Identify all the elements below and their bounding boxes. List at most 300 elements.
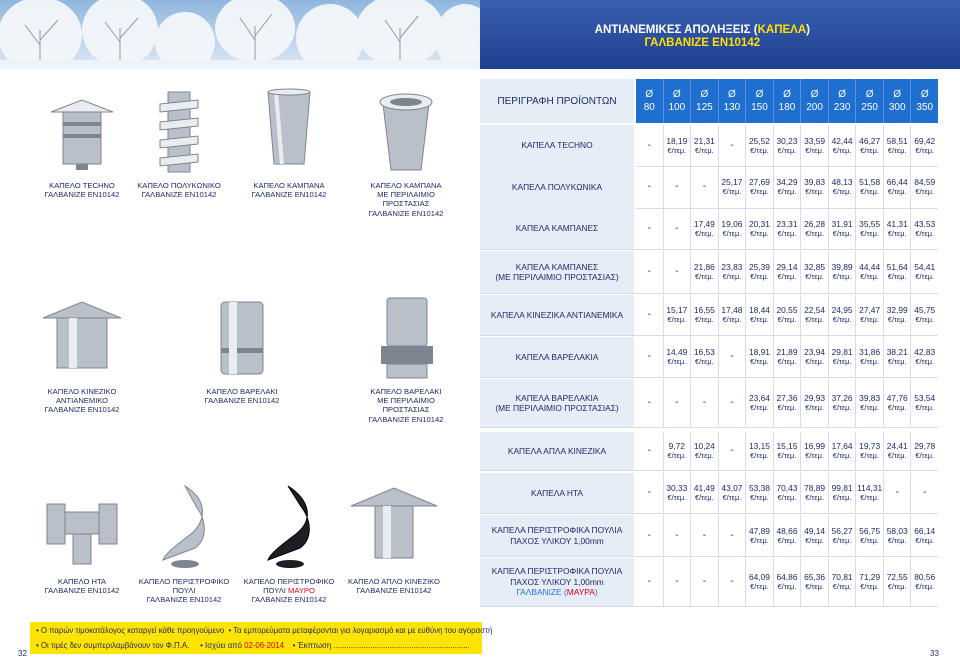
- price-cell: [746, 379, 774, 427]
- price-cell: [691, 208, 719, 249]
- product-standard: ΓΑΛΒΑΝΙΖΕ EN10142: [368, 414, 444, 424]
- product-name-cell: [480, 558, 636, 606]
- price-cell: [829, 558, 857, 606]
- price-unit: €/τεμ.: [805, 582, 824, 591]
- price-cell: [636, 379, 664, 427]
- price-value: 58,51: [886, 135, 908, 146]
- price-cell: [691, 251, 719, 293]
- product-name-cell: [480, 379, 636, 427]
- price-cell: [801, 208, 829, 249]
- price-unit: €/τεμ.: [777, 535, 797, 545]
- price-cell: [801, 166, 829, 208]
- price-cell: [829, 432, 857, 470]
- price-unit: €/τεμ.: [832, 535, 852, 545]
- price-cell: [719, 295, 747, 335]
- price-value: -: [895, 487, 899, 498]
- product-standard: ΓΑΛΒΑΝΙΖΕ EN10142: [146, 595, 222, 605]
- table-row: [480, 251, 938, 293]
- price-cell: [664, 125, 692, 166]
- price-cell: [884, 379, 912, 427]
- price-unit: €/τεμ.: [915, 315, 935, 324]
- price-cell: [884, 432, 912, 470]
- description-header: ΠΕΡΙΓΡΑΦΗ ΠΡΟΪΟΝΤΩΝ: [480, 79, 636, 123]
- price-unit: €/τεμ.: [667, 145, 687, 155]
- price-value: 49,14: [804, 525, 826, 536]
- price-cell: [911, 432, 938, 470]
- price-value: 58,03: [886, 525, 908, 536]
- price-unit: €/τεμ.: [860, 493, 879, 502]
- price-unit: €/τεμ.: [887, 187, 907, 196]
- table-row: [480, 166, 938, 208]
- price-cell: [801, 432, 829, 470]
- price-cell: [636, 166, 664, 208]
- product-name: ΚΑΠΕΛΑ ΚΑΜΠΑΝΕΣ: [515, 261, 599, 272]
- price-cell: [746, 208, 774, 249]
- price-value: 31,91: [831, 218, 853, 229]
- price-value: 35,55: [859, 218, 881, 229]
- price-cell: [746, 337, 774, 377]
- diameter-value: 80: [643, 102, 655, 113]
- price-cell: [856, 558, 884, 606]
- price-cell: [801, 125, 829, 166]
- price-value: 15,15: [776, 441, 798, 451]
- price-unit: €/τεμ.: [805, 315, 824, 324]
- product-name: ΚΑΠΕΛΑ ΚΙΝΕΖΙΚΑ ΑΝΤΙΑΝΕΜΙΚΑ: [490, 309, 624, 320]
- footer-line-1: • Ο παρών τιμοκατάλογος καταργεί κάθε προηγούμενο • Τα εμπορεύματα μεταφέρονται για λογαριασμό και με ευθύνη του αγοραστή: [36, 626, 493, 635]
- price-unit: €/τεμ.: [777, 493, 797, 502]
- price-cell: [664, 379, 692, 427]
- product-card: [357, 288, 455, 424]
- price-value: -: [647, 397, 651, 408]
- price-unit: €/τεμ.: [915, 145, 935, 155]
- price-value: 70,43: [776, 483, 798, 493]
- row-divider: [480, 293, 938, 294]
- price-cell: [829, 251, 857, 293]
- price-cell: [801, 515, 829, 556]
- price-unit: €/τεμ.: [832, 451, 852, 460]
- price-value: -: [702, 576, 707, 587]
- price-cell: [636, 295, 664, 335]
- price-value: 45,75: [914, 305, 936, 315]
- price-cell: [664, 295, 692, 335]
- price-unit: €/τεμ.: [695, 145, 714, 155]
- price-value: -: [647, 222, 651, 234]
- diameter-value: 200: [806, 102, 823, 113]
- price-cell: [911, 558, 938, 606]
- price-unit: €/τεμ.: [750, 535, 769, 545]
- row-divider: [480, 335, 938, 336]
- price-value: 51,58: [859, 177, 881, 187]
- price-value: 69,42: [914, 135, 936, 146]
- price-value: -: [702, 397, 707, 408]
- price-unit: €/τεμ.: [915, 357, 935, 366]
- price-value: 99,81: [831, 483, 853, 493]
- price-value: 48,13: [831, 177, 853, 187]
- product-standard: ΓΑΛΒΑΝΙΖΕ EN10142: [251, 190, 327, 200]
- price-value: 42,83: [914, 347, 936, 357]
- product-name: ΚΑΠΕΛΑ ΠΟΛΥΚΩΝΙΚΑ: [511, 181, 603, 192]
- price-unit: €/τεμ.: [887, 582, 907, 591]
- diameter-symbol: Ø: [728, 89, 736, 100]
- price-value: 25,39: [748, 262, 770, 272]
- product-card: [240, 82, 338, 199]
- product-caption-line: ΚΑΠΕΛΟ ΗΤΑ: [57, 577, 107, 586]
- price-unit: €/τεμ.: [667, 451, 687, 460]
- price-cell: [691, 432, 719, 470]
- price-value: -: [647, 266, 651, 277]
- product-name-cell: [480, 295, 636, 335]
- price-cell: [829, 379, 857, 427]
- product-card: [345, 478, 443, 595]
- price-unit: €/τεμ.: [832, 272, 852, 281]
- price-value: 16,55: [693, 305, 715, 315]
- price-value: -: [647, 139, 651, 151]
- price-unit: €/τεμ.: [695, 272, 714, 281]
- price-cell: [774, 251, 802, 293]
- diameter-col-150: [746, 79, 774, 123]
- price-unit: €/τεμ.: [750, 493, 769, 502]
- price-cell: [774, 432, 802, 470]
- price-cell: [856, 432, 884, 470]
- price-unit: €/τεμ.: [667, 315, 687, 324]
- price-value: 27,47: [859, 305, 881, 315]
- price-unit: €/τεμ.: [860, 451, 879, 460]
- price-cell: [774, 125, 802, 166]
- diameter-col-250: [856, 79, 884, 123]
- price-unit: €/τεμ.: [915, 228, 935, 238]
- price-value: 64,09: [748, 572, 770, 582]
- header-banner: [480, 0, 960, 69]
- price-unit: €/τεμ.: [860, 582, 879, 591]
- chimney-cap-image: [240, 478, 338, 570]
- price-cell: [691, 558, 719, 606]
- product-finish: [516, 587, 597, 598]
- price-cell: [884, 473, 912, 513]
- price-cell: [636, 125, 664, 166]
- price-cell: [746, 251, 774, 293]
- price-value: -: [675, 397, 679, 408]
- diameter-symbol: Ø: [783, 89, 791, 100]
- caption-color: ΜΑΥΡΟ: [288, 586, 315, 596]
- diameter-symbol: Ø: [672, 89, 681, 100]
- price-value: 39,83: [804, 177, 826, 187]
- price-value: 44,44: [859, 262, 881, 272]
- price-cell: [746, 558, 774, 606]
- price-value: 54,41: [914, 262, 936, 272]
- price-cell: [719, 166, 747, 208]
- price-value: 65,36: [804, 572, 826, 582]
- price-value: -: [702, 181, 707, 192]
- price-unit: €/τεμ.: [722, 187, 742, 196]
- row-divider: [480, 556, 938, 557]
- price-value: 84,59: [914, 177, 936, 187]
- price-cell: [801, 473, 829, 513]
- price-unit: €/τεμ.: [915, 272, 935, 281]
- price-cell: [664, 432, 692, 470]
- chimney-cap-image: [33, 478, 131, 570]
- product-caption-line: ΠΟΥΛΙ: [172, 586, 196, 596]
- product-card: [130, 82, 228, 199]
- price-cell: [801, 379, 829, 427]
- chimney-cap-image: [357, 82, 455, 174]
- price-value: 42,44: [831, 135, 853, 146]
- price-value: 56,75: [859, 525, 881, 536]
- price-value: 78,89: [804, 483, 826, 493]
- price-cell: [636, 473, 664, 513]
- diameter-symbol: Ø: [810, 89, 819, 100]
- price-cell: [801, 337, 829, 377]
- diameter-col-80: [636, 79, 664, 123]
- price-unit: €/τεμ.: [887, 228, 907, 238]
- chimney-cap-image: [130, 82, 228, 174]
- product-caption-line: ΜΕ ΠΕΡΙΛΑΙΜΙΟ: [377, 190, 435, 200]
- price-unit: €/τεμ.: [832, 145, 852, 155]
- diameter-col-130: [719, 79, 747, 123]
- price-value: 18,44: [748, 305, 770, 315]
- price-cell: [829, 515, 857, 556]
- price-unit: €/τεμ.: [915, 403, 935, 412]
- price-value: -: [702, 529, 707, 541]
- product-name: ΚΑΠΕΛΑ ΠΕΡΙΣΤΡΟΦΙΚΑ ΠΟΥΛΙΑ: [491, 525, 623, 535]
- price-cell: [801, 251, 829, 293]
- price-value: 25,52: [748, 135, 770, 146]
- diameter-symbol: Ø: [838, 89, 846, 100]
- table-row: [480, 125, 938, 166]
- row-divider: [480, 249, 938, 250]
- price-value: 21,89: [776, 347, 798, 357]
- price-cell: [856, 251, 884, 293]
- product-card: [33, 478, 131, 595]
- product-name: ΚΑΠΕΛΑ ΑΠΛΑ ΚΙΝΕΖΙΚΑ: [507, 445, 607, 456]
- price-value: 47,89: [748, 525, 770, 536]
- diameter-col-200: [801, 79, 829, 123]
- price-unit: €/τεμ.: [667, 493, 687, 502]
- product-caption-line: [240, 586, 338, 595]
- price-cell: [719, 515, 747, 556]
- price-cell: [829, 473, 857, 513]
- price-cell: [636, 432, 664, 470]
- price-unit: €/τεμ.: [750, 228, 769, 238]
- product-standard: ΓΑΛΒΑΝΙΖΕ EN10142: [204, 396, 280, 406]
- price-cell: [719, 473, 747, 513]
- price-cell: [829, 337, 857, 377]
- price-cell: [636, 558, 664, 606]
- product-card: [33, 82, 131, 199]
- price-unit: €/τεμ.: [915, 187, 935, 196]
- price-value: 19,73: [859, 441, 881, 451]
- diameter-symbol: Ø: [645, 89, 654, 100]
- product-card: [193, 288, 291, 405]
- price-cell: [664, 558, 692, 606]
- price-unit: €/τεμ.: [777, 582, 797, 591]
- price-value: 24,41: [886, 441, 908, 451]
- price-value: 22,54: [804, 305, 826, 315]
- price-unit: €/τεμ.: [805, 535, 824, 545]
- price-unit: €/τεμ.: [777, 187, 797, 196]
- price-unit: €/τεμ.: [750, 145, 769, 155]
- product-standard: ΓΑΛΒΑΝΙΖΕ EN10142: [368, 208, 444, 218]
- diameter-symbol: Ø: [920, 89, 929, 100]
- price-cell: [911, 473, 938, 513]
- price-unit: €/τεμ.: [777, 403, 797, 412]
- price-cell: [884, 515, 912, 556]
- price-cell: [911, 125, 938, 166]
- price-value: 29,14: [776, 262, 798, 272]
- price-cell: [774, 515, 802, 556]
- price-value: 21,31: [693, 135, 715, 146]
- price-value: -: [730, 397, 734, 408]
- price-unit: €/τεμ.: [860, 535, 879, 545]
- price-unit: €/τεμ.: [832, 493, 852, 502]
- finish-label: ΓΑΛΒΑΝΙΖΕ (: [516, 587, 567, 598]
- price-value: 17,48: [721, 305, 743, 315]
- product-standard: ΓΑΛΒΑΝΙΖΕ EN10142: [44, 190, 120, 200]
- product-caption-line: ΠΡΟΣΤΑΣΙΑΣ: [382, 199, 430, 209]
- diameter-value: 125: [696, 102, 713, 113]
- price-value: 27,69: [748, 177, 770, 187]
- chimney-cap-image: [33, 82, 131, 174]
- price-value: 64,86: [776, 572, 798, 582]
- product-name: ΚΑΠΕΛΑ ΚΑΜΠΑΝΕΣ: [515, 223, 599, 234]
- price-unit: €/τεμ.: [805, 228, 824, 238]
- table-row: [480, 379, 938, 427]
- product-caption-line: ΚΑΠΕΛΟ ΠΟΛΥΚΩΝΙΚΟ: [137, 181, 221, 190]
- row-divider: [480, 427, 938, 428]
- product-name-cell: [480, 473, 636, 513]
- table-header: [480, 79, 938, 123]
- price-cell: [719, 558, 747, 606]
- price-unit: €/τεμ.: [777, 451, 797, 460]
- price-value: 30,33: [666, 483, 688, 493]
- price-cell: [746, 295, 774, 335]
- product-name-cell: [480, 208, 636, 249]
- price-value: 17,49: [693, 218, 715, 229]
- diameter-col-180: [774, 79, 802, 123]
- price-unit: €/τεμ.: [887, 272, 907, 281]
- price-unit: €/τεμ.: [860, 272, 879, 281]
- product-card: [135, 478, 233, 605]
- price-value: 17,64: [831, 441, 853, 451]
- price-unit: €/τεμ.: [695, 357, 714, 366]
- price-unit: €/τεμ.: [805, 187, 824, 196]
- price-unit: €/τεμ.: [722, 272, 742, 281]
- diameter-value: 100: [668, 102, 686, 113]
- price-value: -: [647, 487, 651, 498]
- product-subtitle: (ΜΕ ΠΕΡΙΛΑΙΜΙΟ ΠΡΟΣΤΑΣΙΑΣ): [495, 403, 619, 413]
- price-cell: [856, 166, 884, 208]
- price-cell: [691, 473, 719, 513]
- price-cell: [746, 166, 774, 208]
- price-value: 47,76: [886, 393, 908, 403]
- footer-notes: [30, 622, 493, 654]
- price-value: 53,54: [914, 393, 936, 403]
- price-cell: [636, 208, 664, 249]
- product-card: [33, 288, 131, 415]
- price-cell: [774, 337, 802, 377]
- price-value: 29,78: [914, 441, 936, 451]
- price-unit: €/τεμ.: [887, 403, 907, 412]
- price-unit: €/τεμ.: [915, 582, 935, 591]
- price-value: 48,66: [776, 525, 798, 536]
- price-value: 21,86: [693, 262, 715, 272]
- product-name-cell: [480, 251, 636, 293]
- price-cell: [719, 337, 747, 377]
- price-cell: [691, 295, 719, 335]
- table-row: [480, 473, 938, 513]
- price-unit: €/τεμ.: [832, 228, 852, 238]
- product-name: ΚΑΠΕΛΑ ΒΑΡΕΛΑΚΙΑ: [515, 392, 599, 403]
- price-value: 33,59: [804, 135, 826, 146]
- chimney-cap-image: [135, 478, 233, 570]
- price-unit: €/τεμ.: [887, 535, 907, 545]
- price-value: 66,44: [886, 177, 908, 187]
- price-unit: €/τεμ.: [750, 272, 769, 281]
- price-value: 43,07: [721, 483, 743, 493]
- page-number-right: 33: [930, 649, 939, 658]
- price-value: 71,29: [859, 572, 881, 582]
- diameter-col-350: [911, 79, 938, 123]
- price-unit: €/τεμ.: [805, 493, 824, 502]
- price-value: 53,38: [748, 483, 770, 493]
- table-row: [480, 558, 938, 606]
- price-unit: €/τεμ.: [750, 315, 769, 324]
- price-value: -: [675, 181, 679, 192]
- price-value: 38,21: [886, 347, 908, 357]
- price-cell: [719, 251, 747, 293]
- price-cell: [856, 473, 884, 513]
- table-row: [480, 432, 938, 470]
- price-cell: [884, 337, 912, 377]
- product-caption-line: ΚΑΠΕΛΟ ΒΑΡΕΛΑΚΙ: [370, 387, 442, 396]
- table-row: [480, 337, 938, 377]
- price-cell: [691, 379, 719, 427]
- price-value: -: [675, 529, 679, 541]
- price-unit: €/τεμ.: [860, 145, 879, 155]
- price-cell: [719, 125, 747, 166]
- price-value: 23,94: [804, 347, 826, 357]
- price-value: -: [675, 576, 679, 587]
- product-caption-line: ΜΕ ΠΕΡΙΛΑΙΜΙΟ ΠΡΟΣΤΑΣΙΑΣ: [377, 396, 435, 415]
- product-standard: ΓΑΛΒΑΝΙΖΕ EN10142: [44, 405, 120, 415]
- price-value: -: [647, 181, 651, 192]
- diameter-value: 130: [723, 102, 741, 113]
- price-value: 66,14: [914, 525, 936, 536]
- product-card: [357, 82, 455, 218]
- price-value: 19,06: [721, 218, 743, 229]
- price-value: -: [675, 266, 679, 277]
- price-cell: [719, 432, 747, 470]
- price-unit: €/τεμ.: [695, 228, 714, 238]
- caption-text: ΠΟΥΛΙ: [263, 586, 289, 596]
- price-unit: €/τεμ.: [777, 228, 797, 238]
- product-name: ΚΑΠΕΛΑ ΗΤΑ: [531, 487, 583, 498]
- price-unit: €/τεμ.: [750, 403, 769, 412]
- price-cell: [636, 251, 664, 293]
- price-value: 34,29: [776, 177, 798, 187]
- price-cell: [829, 208, 857, 249]
- price-cell: [691, 166, 719, 208]
- price-cell: [856, 125, 884, 166]
- price-value: -: [647, 529, 651, 541]
- diameter-symbol: Ø: [700, 89, 709, 100]
- table-row: [480, 515, 938, 556]
- valid-date: 02-06-2014: [244, 641, 285, 650]
- diameter-value: 150: [751, 102, 768, 113]
- price-unit: €/τεμ.: [667, 357, 687, 366]
- price-value: -: [675, 222, 679, 234]
- finish-color: ΜΑΥΡΑ: [566, 587, 595, 598]
- page-title: ΑΝΤΙΑΝΕΜΙΚΕΣ ΑΠΟΛΗΞΕΙΣ (ΚΑΠΕΛΑ) ΓΑΛΒΑΝΙΖΕ EN10142: [594, 24, 810, 49]
